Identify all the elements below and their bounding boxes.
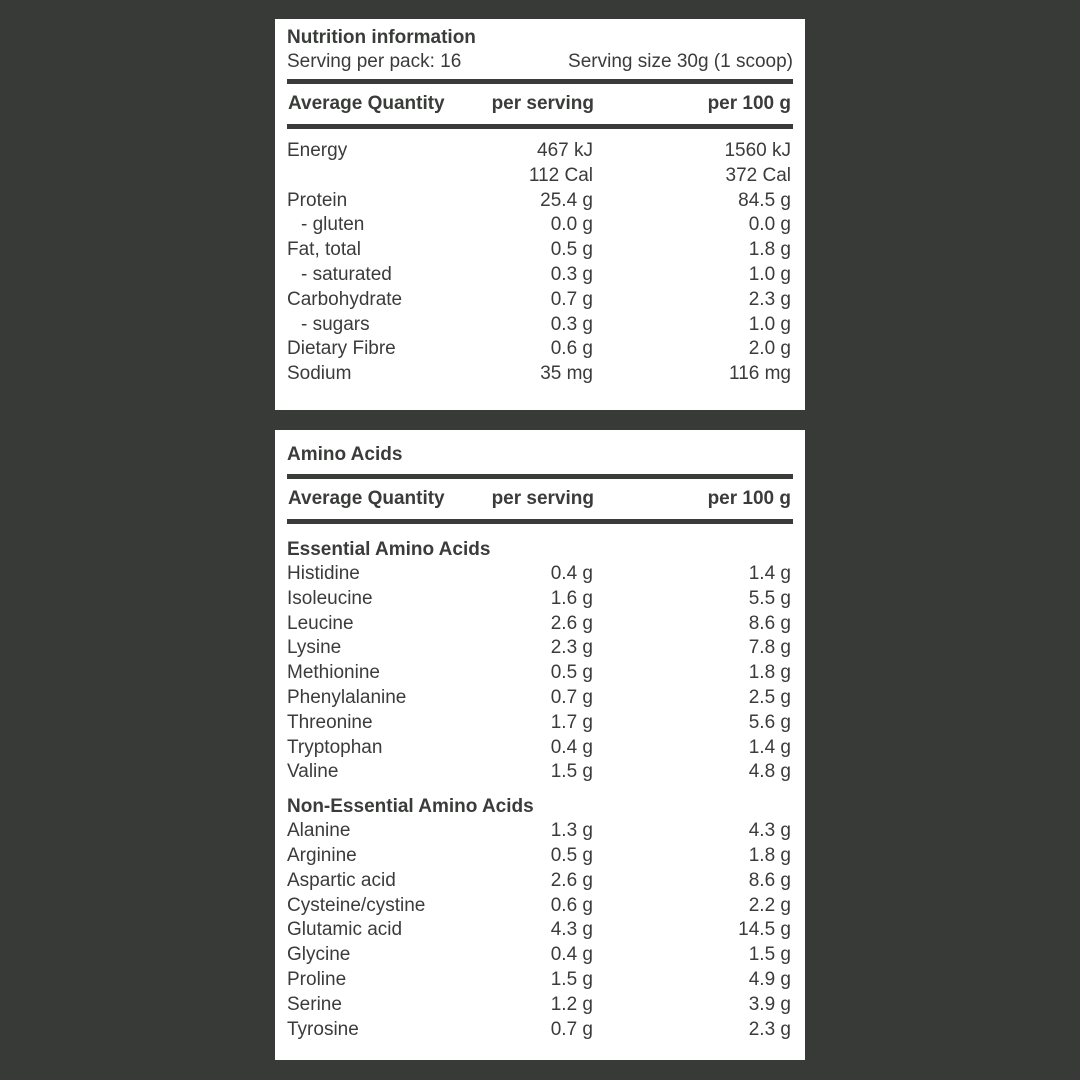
table-row	[287, 164, 793, 189]
per-100g-value: 2.3 g	[748, 288, 791, 310]
table-row	[287, 968, 793, 993]
table-row	[287, 238, 793, 263]
table-row	[287, 587, 793, 612]
table-row	[287, 189, 793, 214]
per-serving-value: 0.5 g	[550, 662, 593, 684]
table-row	[287, 263, 793, 288]
amino-header-row	[287, 479, 793, 519]
per-100g-value: 14.5 g	[738, 919, 791, 941]
nutrient-name: Valine	[287, 761, 339, 783]
table-row	[287, 869, 793, 894]
nutrition-panel	[275, 19, 805, 410]
per-100g-value: 116 mg	[729, 363, 791, 385]
per-100g-value: 2.3 g	[748, 1018, 791, 1040]
nutrient-name: Glycine	[287, 944, 351, 966]
per-100g-value: 2.5 g	[748, 686, 791, 708]
per-100g-value: 1.8 g	[748, 844, 791, 866]
per-100g-value: 8.6 g	[748, 612, 791, 634]
per-100g-value: 5.5 g	[748, 587, 791, 609]
per-serving-value: 35 mg	[540, 363, 593, 385]
table-row	[287, 213, 793, 238]
nutrient-name: Cysteine/cystine	[287, 894, 426, 916]
per-serving-value: 0.0 g	[550, 214, 593, 236]
nutrient-name: Fat, total	[287, 239, 361, 261]
nutrient-name: Histidine	[287, 563, 360, 584]
per-serving-value: 0.4 g	[550, 563, 593, 584]
per-100g-value: 1.0 g	[748, 263, 791, 285]
per-100g-value: 84.5 g	[738, 189, 791, 211]
table-row	[287, 760, 793, 785]
nutrient-name: Sodium	[287, 363, 352, 385]
table-row	[287, 337, 793, 362]
per-serving-value: 112 Cal	[528, 164, 593, 186]
nutrient-name: Isoleucine	[287, 587, 373, 609]
nutrient-name: Proline	[287, 968, 347, 990]
per-serving-value: 0.5 g	[550, 239, 593, 261]
per-100g-value: 1.8 g	[748, 239, 791, 261]
nutrient-name: Serine	[287, 993, 342, 1015]
nutrient-name: Protein	[287, 189, 348, 211]
per-serving-value: 0.3 g	[550, 313, 593, 335]
nutrient-name: Threonine	[287, 711, 373, 733]
header-per-100g: per 100 g	[707, 93, 791, 114]
per-serving-value: 4.3 g	[550, 919, 593, 941]
per-100g-value: 1.8 g	[748, 662, 791, 684]
nutrition-title: Nutrition information	[287, 27, 476, 48]
essential-rows	[287, 562, 793, 785]
per-serving-value: 0.7 g	[550, 686, 593, 708]
table-row	[287, 612, 793, 637]
nonessential-rows	[287, 819, 793, 1042]
per-serving-value: 1.3 g	[550, 820, 593, 842]
table-row	[287, 918, 793, 943]
per-100g-value: 1.0 g	[748, 313, 791, 335]
table-row	[287, 362, 793, 387]
per-100g-value: 2.2 g	[748, 894, 791, 916]
per-100g-value: 1.4 g	[748, 736, 791, 758]
header-per-100g: per 100 g	[707, 488, 791, 509]
per-100g-value: 8.6 g	[748, 869, 791, 891]
table-row	[287, 288, 793, 313]
nutrient-name: Alanine	[287, 820, 351, 842]
per-serving-value: 1.5 g	[550, 968, 593, 990]
nutrient-name: Energy	[287, 140, 348, 161]
per-serving-value: 0.7 g	[550, 288, 593, 310]
table-row	[287, 661, 793, 686]
table-row	[287, 686, 793, 711]
header-per-serving: per serving	[491, 488, 594, 509]
per-serving-value: 0.4 g	[550, 944, 593, 966]
per-serving-value: 1.7 g	[550, 711, 593, 733]
table-row	[287, 894, 793, 919]
header-average-quantity: Average Quantity	[288, 488, 445, 509]
nutrient-name: - saturated	[301, 263, 392, 285]
nonessential-title: Non-Essential Amino Acids	[287, 796, 534, 818]
per-100g-value: 1.5 g	[748, 944, 791, 966]
per-serving-value: 0.7 g	[550, 1018, 593, 1040]
per-serving-value: 1.2 g	[550, 993, 593, 1015]
per-100g-value: 1.4 g	[748, 563, 791, 584]
per-100g-value: 3.9 g	[748, 993, 791, 1015]
amino-title: Amino Acids	[287, 444, 403, 465]
nutrition-header-row	[287, 84, 793, 124]
per-serving-value: 0.4 g	[550, 736, 593, 758]
per-100g-value: 4.9 g	[748, 968, 791, 990]
nutrient-name: Tyrosine	[287, 1018, 359, 1040]
nutrient-name: Carbohydrate	[287, 288, 403, 310]
per-serving-value: 0.5 g	[550, 844, 593, 866]
per-serving-value: 25.4 g	[540, 189, 593, 211]
nutrient-name: Tryptophan	[287, 736, 383, 758]
per-100g-value: 7.8 g	[748, 637, 791, 659]
per-100g-value: 372 Cal	[725, 164, 791, 186]
nutrient-name: Dietary Fibre	[287, 338, 396, 360]
nutrient-name: Aspartic acid	[287, 869, 396, 891]
per-serving-value: 0.3 g	[550, 263, 593, 285]
header-per-serving: per serving	[491, 93, 594, 114]
per-100g-value: 0.0 g	[748, 214, 791, 236]
table-row	[287, 819, 793, 844]
per-100g-value: 4.3 g	[748, 820, 791, 842]
per-100g-value: 2.0 g	[748, 338, 791, 360]
table-row	[287, 993, 793, 1018]
table-row	[287, 844, 793, 869]
per-serving-value: 0.6 g	[550, 338, 593, 360]
amino-panel	[275, 430, 805, 1060]
per-serving-value: 1.6 g	[550, 587, 593, 609]
per-serving-value: 1.5 g	[550, 761, 593, 783]
per-serving-value: 0.6 g	[550, 894, 593, 916]
per-serving-value: 2.6 g	[550, 612, 593, 634]
nutrient-name: Leucine	[287, 612, 354, 634]
nutrient-name: - sugars	[301, 313, 370, 335]
servings-per-pack: Serving per pack: 16	[287, 51, 462, 72]
nutrient-name: Arginine	[287, 844, 357, 866]
per-100g-value: 5.6 g	[748, 711, 791, 733]
table-row	[287, 313, 793, 338]
nutrition-rows	[287, 139, 793, 387]
header-average-quantity: Average Quantity	[288, 93, 445, 114]
per-serving-value: 2.6 g	[550, 869, 593, 891]
serving-info	[287, 50, 793, 74]
per-serving-value: 467 kJ	[537, 140, 593, 161]
nutrient-name: - gluten	[301, 214, 365, 236]
table-row	[287, 562, 793, 587]
nutrient-name: Phenylalanine	[287, 686, 407, 708]
essential-title: Essential Amino Acids	[287, 539, 491, 560]
table-row	[287, 711, 793, 736]
per-serving-value: 2.3 g	[550, 637, 593, 659]
nutrient-name: Glutamic acid	[287, 919, 403, 941]
table-row	[287, 139, 793, 164]
table-row	[287, 736, 793, 761]
nutrient-name	[287, 164, 473, 189]
nutrient-name: Lysine	[287, 637, 342, 659]
serving-size: Serving size 30g (1 scoop)	[568, 51, 793, 72]
table-row	[287, 636, 793, 661]
per-100g-value: 1560 kJ	[724, 140, 791, 161]
nutrient-name: Methionine	[287, 662, 380, 684]
table-row	[287, 943, 793, 968]
per-100g-value: 4.8 g	[748, 761, 791, 783]
table-row	[287, 1018, 793, 1043]
